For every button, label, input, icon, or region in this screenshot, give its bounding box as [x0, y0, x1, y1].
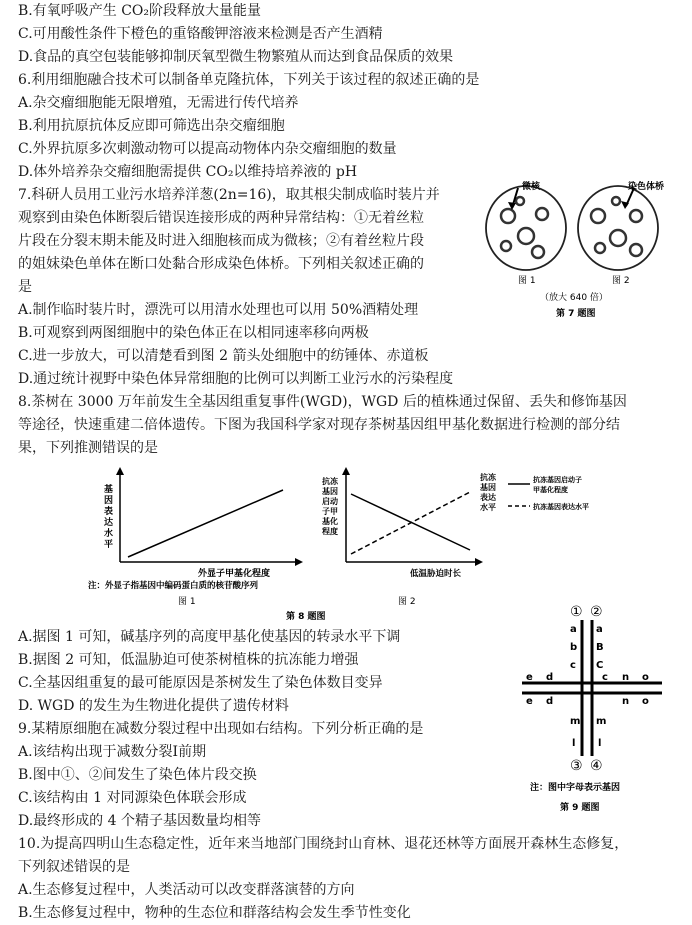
svg-text:抗冻: 抗冻	[480, 473, 496, 482]
svg-text:水: 水	[104, 529, 114, 539]
text-line: D.体外培养杂交瘤细胞需提供 CO₂以维持培养液的 pH	[18, 164, 358, 180]
fig8-caption-2: 图 2	[398, 597, 416, 607]
svg-text:e: e	[526, 672, 533, 683]
text-line: 等途径，快速重建二倍体遗传。下图为我国科学家对现存茶树基因组甲基化数据进行检测的部分结	[18, 417, 620, 433]
text-line: B.图中①、②间发生了染色体片段交换	[18, 767, 257, 783]
fig9-num-1: ①	[570, 604, 583, 620]
svg-text:表达: 表达	[480, 493, 496, 502]
fig8-legend-solid: 抗冻基因启动子	[533, 476, 582, 484]
text-line: 10.为提高四明山生态稳定性，近年来当地部门围绕封山育林、退花还林等方面展开森林生态修复，	[18, 836, 629, 852]
text-line: 6.利用细胞融合技术可以制备单克隆抗体，下列关于该过程的叙述正确的是	[18, 72, 480, 88]
svg-text:B: B	[596, 642, 604, 653]
text-line: C.该结构由 1 对同源染色体联会形成	[18, 790, 247, 806]
text-line: A.制作临时装片时，漂洗可以用清水处理也可以用 50%酒精处理	[18, 302, 419, 318]
svg-text:o: o	[642, 696, 649, 707]
text-line: 果，下列推测错误的是	[18, 440, 158, 456]
text-line: B.生态修复过程中，物种的生态位和群落结构会发生季节性变化	[18, 905, 411, 921]
svg-text:平: 平	[104, 540, 114, 550]
svg-text:基因: 基因	[322, 487, 338, 496]
text-line: 7.科研人员用工业污水培养洋葱(2n=16)，取其根尖制成临时装片并	[18, 187, 440, 203]
svg-text:b: b	[570, 642, 578, 653]
text-line: C.进一步放大，可以清楚看到图 2 箭头处细胞中的纺锤体、赤道板	[18, 348, 429, 364]
text-line: C.可用酸性条件下橙色的重铬酸钾溶液来检测是否产生酒精	[18, 26, 383, 42]
svg-text:基因: 基因	[480, 483, 496, 492]
text-line: 下列叙述错误的是	[18, 859, 130, 875]
text-line: A.杂交瘤细胞能无限增殖，无需进行传代培养	[18, 95, 299, 111]
fig8-g2-xlabel: 低温胁迫时长	[410, 569, 462, 579]
fig7-caption-2: 图 2	[612, 276, 630, 286]
text-line: 9.某精原细胞在减数分裂过程中出现如右结构。下列分析正确的是	[18, 721, 424, 737]
svg-text:o: o	[642, 672, 649, 683]
text-line: A.据图 1 可知，碱基序列的高度甲基化使基因的转录水平下调	[18, 629, 401, 645]
fig9-num-4: ④	[590, 758, 603, 774]
svg-text:因: 因	[104, 496, 114, 506]
fig8-note: 注：外显子指基因中编码蛋白质的核苷酸序列	[88, 581, 259, 591]
svg-text:子甲: 子甲	[322, 507, 338, 516]
text-line: B.有氧呼吸产生 CO₂阶段释放大量能量	[18, 3, 261, 19]
svg-text:基: 基	[104, 485, 114, 495]
svg-text:达: 达	[104, 518, 114, 528]
svg-text:程度: 程度	[322, 527, 338, 536]
text-line: 是	[18, 279, 32, 295]
svg-text:表: 表	[104, 507, 114, 517]
text-line: A.生态修复过程中，人类活动可以改变群落演替的方向	[18, 882, 355, 898]
fig9-title: 第 9 题图	[560, 803, 600, 813]
fig8-title: 第 8 题图	[286, 612, 326, 622]
svg-text:a: a	[596, 624, 603, 635]
figure-8	[58, 462, 598, 622]
svg-text:a: a	[570, 624, 577, 635]
svg-text:抗冻: 抗冻	[322, 477, 338, 486]
svg-text:e: e	[526, 696, 533, 707]
fig7-magnification: （放大 640 倍）	[540, 293, 608, 303]
svg-text:甲基化程度: 甲基化程度	[533, 486, 568, 494]
text-line: D. WGD 的发生为生物进化提供了遗传材料	[18, 698, 289, 714]
svg-text:c: c	[602, 672, 608, 683]
fig7-caption-1: 图 1	[518, 276, 536, 286]
svg-text:d: d	[546, 672, 554, 683]
svg-text:启动: 启动	[322, 497, 338, 506]
fig7-title: 第 7 题图	[556, 309, 596, 319]
text-line: C.全基因组重复的最可能原因是茶树发生了染色体数目变异	[18, 675, 383, 691]
text-line: D.通过统计视野中染色体异常细胞的比例可以判断工业污水的污染程度	[18, 371, 454, 387]
text-line: 8.茶树在 3000 万年前发生全基因组重复事件(WGD)，WGD 后的植株通过保留、丢失和修饰基因	[18, 394, 627, 410]
text-line: D.食品的真空包装能够抑制厌氧型微生物繁殖从而达到食品保质的效果	[18, 49, 454, 65]
fig7-label-bridge: 染色体桥	[628, 182, 665, 192]
fig8-g1-xlabel: 外显子甲基化程度	[198, 569, 271, 579]
fig9-note: 注：图中字母表示基因	[530, 783, 621, 793]
text-line: C.外界抗原多次刺激动物可以提高动物体内杂交瘤细胞的数量	[18, 141, 397, 157]
fig8-caption-1: 图 1	[178, 597, 196, 607]
fig8-g2-ylabel-left	[322, 476, 339, 536]
svg-text:n: n	[622, 696, 630, 707]
text-line: B.可观察到两图细胞中的染色体正在以相同速率移向两极	[18, 325, 369, 341]
svg-text:l: l	[598, 738, 602, 749]
svg-text:水平: 水平	[480, 503, 496, 512]
svg-text:l: l	[572, 738, 576, 749]
text-line: B.利用抗原抗体反应即可筛选出杂交瘤细胞	[18, 118, 285, 134]
svg-text:基化: 基化	[322, 517, 338, 526]
text-line: B.据图 2 可知，低温胁迫可使茶树植株的抗冻能力增强	[18, 652, 359, 668]
fig8-legend-dashed: 抗冻基因表达水平	[533, 503, 589, 511]
svg-text:c: c	[570, 660, 576, 671]
fig9-num-3: ③	[570, 758, 583, 774]
text-line: A.该结构出现于减数分裂Ⅰ前期	[18, 744, 207, 760]
text-line: D.最终形成的 4 个精子基因数量均相等	[18, 813, 261, 829]
fig8-g1-line	[128, 490, 283, 557]
svg-text:m: m	[570, 716, 581, 727]
svg-text:C: C	[596, 660, 604, 671]
svg-text:n: n	[622, 672, 630, 683]
fig8-g2-ylabel-right	[480, 472, 497, 512]
text-line: 的姐妹染色单体在断口处黏合形成染色体桥。下列相关叙述正确的	[18, 256, 424, 272]
figure-9	[512, 600, 688, 820]
fig7-label-micronucleus: 微核	[522, 182, 541, 192]
svg-text:d: d	[546, 696, 554, 707]
fig8-g2-dashed-line	[351, 492, 470, 554]
fig8-g1-ylabel	[104, 483, 113, 550]
text-line: 观察到由染色体断裂后错误连接形成的两种异常结构：①无着丝粒	[18, 210, 424, 226]
fig8-g2-solid-line	[351, 494, 470, 550]
fig9-num-2: ②	[590, 604, 603, 620]
text-line: 片段在分裂末期未能及时进入细胞核而成为微核；②有着丝粒片段	[18, 233, 424, 249]
figure-7	[478, 176, 688, 326]
svg-text:m: m	[596, 716, 607, 727]
